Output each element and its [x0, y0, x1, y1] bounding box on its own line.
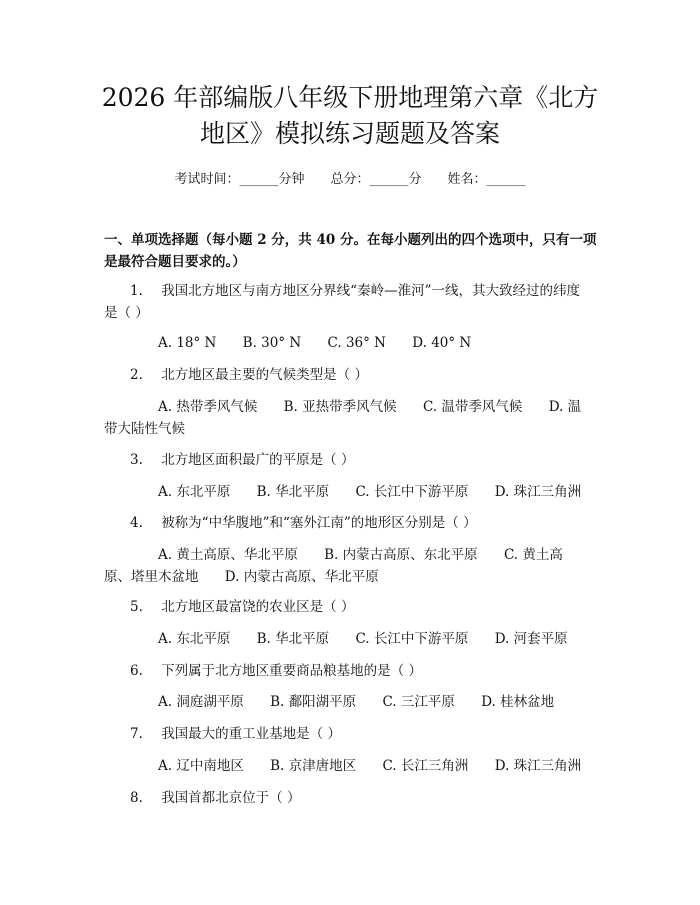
option-b: B. 鄱阳湖平原 — [270, 694, 357, 710]
question-text: 北方地区面积最广的平原是（ ） — [161, 452, 355, 468]
question-text: 被称为“中华腹地”和“塞外江南”的地形区分别是（ ） — [161, 515, 477, 531]
option-d: D. 河套平原 — [494, 631, 568, 647]
option-d-continued: 带大陆性气候 — [104, 421, 185, 437]
section-heading: 一、单项选择题（每小题 2 分，共 40 分。在每小题列出的四个选项中，只有一项是最符合题目要求的。） — [104, 232, 597, 270]
option-a: A. 辽中南地区 — [158, 758, 244, 774]
option-d: D. 40° N — [412, 335, 472, 351]
question-number: 2. — [130, 367, 143, 383]
exam-info — [0, 168, 700, 187]
question-7 — [104, 723, 600, 745]
question-5 — [104, 596, 600, 618]
option-b: B. 京津唐地区 — [270, 758, 357, 774]
question-6-options — [104, 691, 600, 713]
question-number: 5. — [130, 599, 143, 615]
option-a: A. 洞庭湖平原 — [158, 694, 244, 710]
option-c: C. 三江平原 — [382, 694, 455, 710]
question-4 — [104, 512, 600, 534]
option-d: D. 珠江三角洲 — [494, 484, 582, 500]
question-8 — [104, 787, 600, 809]
option-c: C. 长江三角洲 — [382, 758, 469, 774]
option-d: D. 桂林盆地 — [481, 694, 555, 710]
question-3 — [104, 449, 600, 471]
question-text: 我国首都北京位于（ ） — [161, 790, 301, 806]
question-text-continued: 是（ ） — [104, 305, 149, 321]
question-3-options — [104, 481, 600, 503]
student-name-field: 姓名：______ — [447, 172, 526, 187]
option-d: D. 珠江三角洲 — [494, 758, 582, 774]
question-number: 8. — [130, 790, 143, 806]
option-a: A. 东北平原 — [158, 484, 231, 500]
option-a: A. 18° N — [158, 335, 217, 351]
question-5-options — [104, 628, 600, 650]
document-title-line-1: 2026 年部编版八年级下册地理第六章《北方 — [101, 83, 599, 112]
question-number: 4. — [130, 515, 143, 531]
question-number: 7. — [130, 726, 143, 742]
option-d: D. 内蒙古高原、华北平原 — [224, 569, 379, 585]
question-number: 3. — [130, 452, 143, 468]
question-text: 北方地区最主要的气候类型是（ ） — [161, 367, 368, 383]
question-number: 1. — [130, 283, 143, 299]
option-c-continued: 原、塔里木盆地 — [104, 569, 199, 585]
question-4-options — [104, 544, 600, 588]
question-7-options — [104, 755, 600, 777]
option-a: A. 东北平原 — [158, 631, 231, 647]
option-b: B. 华北平原 — [256, 484, 330, 500]
question-text: 我国北方地区与南方地区分界线“秦岭—淮河”一线，其大致经过的纬度 — [161, 283, 580, 299]
exam-time-field: 考试时间：______分钟 — [174, 172, 305, 187]
option-c: C. 36° N — [327, 335, 386, 351]
option-c: C. 温带季风气候 — [422, 399, 523, 415]
question-1-options — [104, 332, 600, 354]
option-c: C. 长江中下游平原 — [355, 484, 469, 500]
question-6 — [104, 660, 600, 682]
option-c: C. 长江中下游平原 — [355, 631, 469, 647]
question-2-options — [104, 396, 600, 440]
question-text: 下列属于北方地区重要商品粮基地的是（ ） — [161, 663, 422, 679]
document-title-line-2: 地区》模拟练习题题及答案 — [199, 119, 500, 148]
option-a: A. 黄土高原、华北平原 — [158, 547, 298, 563]
question-text: 北方地区最富饶的农业区是（ ） — [161, 599, 355, 615]
option-b: B. 华北平原 — [256, 631, 330, 647]
option-b: B. 30° N — [242, 335, 302, 351]
option-a: A. 热带季风气候 — [158, 399, 258, 415]
option-b: B. 内蒙古高原、东北平原 — [324, 547, 478, 563]
question-2 — [104, 364, 600, 386]
question-1 — [104, 280, 600, 324]
option-d: D. 温 — [548, 399, 582, 415]
option-c: C. 黄土高 — [503, 547, 563, 563]
total-score-field: 总分：______分 — [330, 172, 422, 187]
question-text: 我国最大的重工业基地是（ ） — [161, 726, 341, 742]
question-number: 6. — [130, 663, 143, 679]
option-b: B. 亚热带季风气候 — [283, 399, 397, 415]
